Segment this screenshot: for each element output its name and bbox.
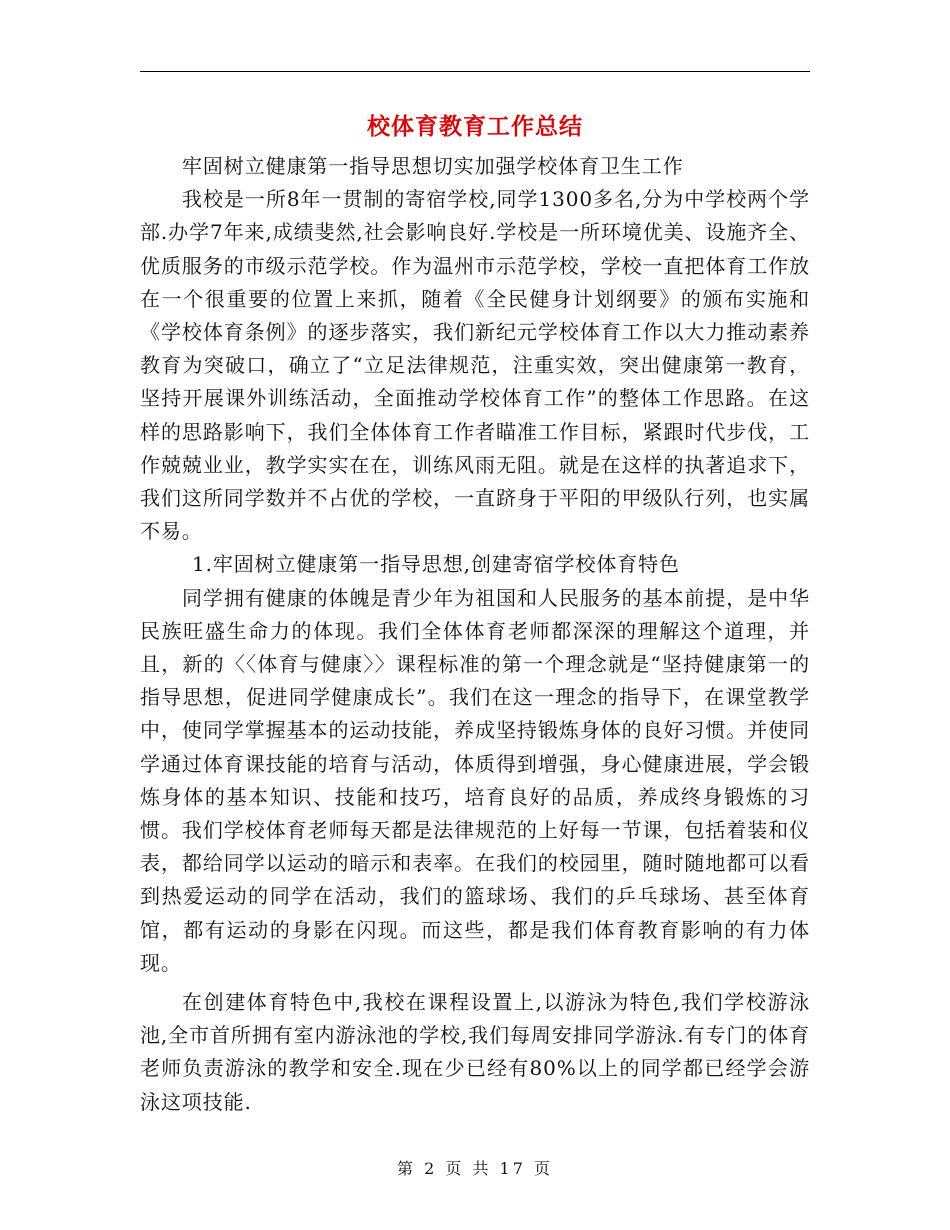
- header-rule: [140, 71, 810, 72]
- intro-paragraph: 我校是一所8年一贯制的寄宿学校,同学1300多名,分为中学校两个学部.办学7年来,成绩斐然,社会影响良好.学校是一所环境优美、设施齐全、优质服务的市级示范学校。作为温州市示范学校，学校一直把体育工作放在一个很重要的位置上来抓，随着《全民健身计划纲要》的颁布实施和《学校体育条例》的逐步落实，我们新纪元学校体育工作以大力推动素养教育为突破口，确立了“立足法律规范，注重实效，突出健康第一教育，坚持开展课外训练活动，全面推动学校体育工作”的整体工作思路。在这样的思路影响下，我们全体体育工作者瞄准工作目标，紧跟时代步伐，工作兢兢业业，教学实实在在，训练风雨无阻。就是在这样的执著追求下，我们这所同学数并不占优的学校，一直跻身于平阳的甲级队行列，也实属不易。: [140, 187, 810, 544]
- document-title: 校体育教育工作总结: [367, 114, 583, 140]
- body-paragraph: 同学拥有健康的体魄是青少年为祖国和人民服务的基本前提，是中华民族旺盛生命力的体现。我们全体体育老师都深深的理解这个道理，并且，新的〈〈体育与健康〉〉课程标准的第一个理念就是“坚持健康第一的指导思想，促进同学健康成长”。我们在这一理念的指导下，在课堂教学中，使同学掌握基本的运动技能，养成坚持锻炼身体的良好习惯。并使同学通过体育课技能的培育与活动，体质得到增强，身心健康进展，学会锻炼身体的基本知识、技能和技巧，培育良好的品质，养成终身锻炼的习惯。我们学校体育老师每天都是法律规范的上好每一节课，包括着装和仪表，都给同学以运动的暗示和表率。在我们的校园里，随时随地都可以看到热爱运动的同学在活动，我们的篮球场、我们的乒乓球场、甚至体育馆，都有运动的身影在闪现。而这些，都是我们体育教育影响的有力体现。: [140, 585, 810, 975]
- body-paragraph: 在创建体育特色中,我校在课程设置上,以游泳为特色,我们学校游泳池,全市首所拥有室内游泳池的学校,我们每周安排同学游泳.有专门的体育老师负责游泳的教学和安全.现在少已经有80%以上的同学都已经学会游泳这项技能.: [140, 990, 810, 1114]
- subtitle-paragraph: 牢固树立健康第一指导思想切实加强学校体育卫生工作: [182, 154, 684, 178]
- document-body: [140, 150, 810, 1119]
- page-number: 第 2 页 共 17 页: [397, 1159, 553, 1178]
- section-heading: 1.牢固树立健康第一指导思想,创建寄宿学校体育特色: [192, 552, 680, 577]
